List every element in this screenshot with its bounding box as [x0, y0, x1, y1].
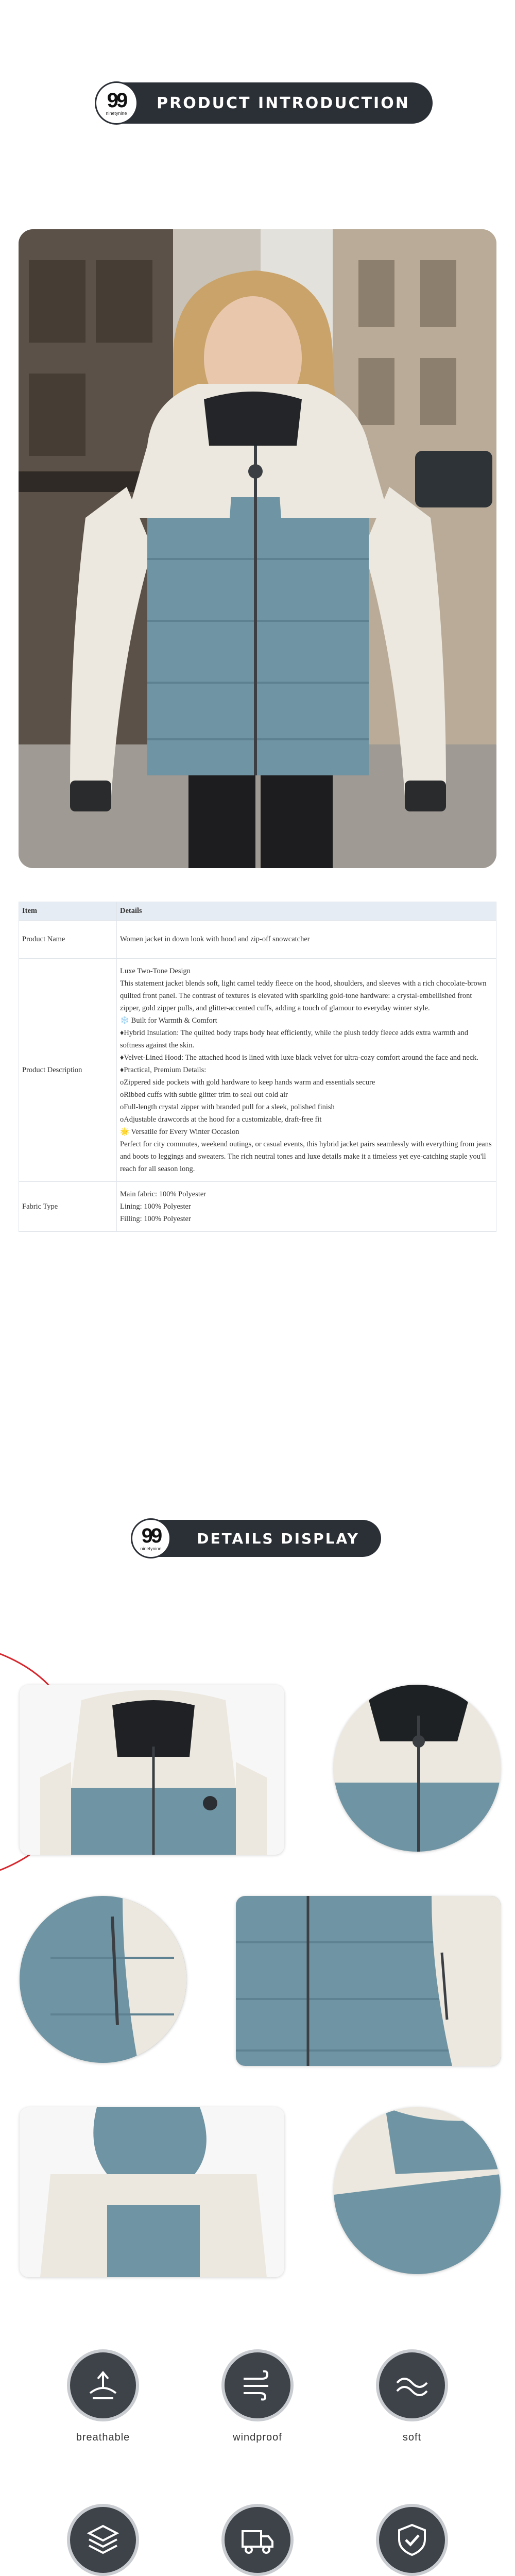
intro-banner [98, 82, 433, 124]
feature-breathable: breathable [46, 2349, 160, 2444]
detail-pocket-circle-image [20, 1896, 186, 2063]
detail-hood-front-image [20, 1685, 284, 1855]
brand-logo: 99 ninetynine [131, 1518, 171, 1558]
column-header: Item [19, 902, 117, 921]
row-value: Women jacket in down look with hood and zip-off snowcatcher [117, 921, 496, 959]
details-banner [134, 1520, 381, 1557]
hero-product-photo [19, 229, 496, 868]
model-wearing-jacket-image [19, 229, 496, 868]
detail-shoulder-circle-image [334, 2107, 501, 2274]
product-description: Luxe Two-Tone Design This statement jacket blends soft, light camel teddy fleece on the hood, shoulders, and sleeves with a rich chocolate-brown quilted front panel. The contrast of textures is elevated with sparkling gold-tone hardware: a crystal-embellished front zipper, gold zipper pulls, and glitter-accented cuffs, adding a touch of glamour to everyday winter style. ❄️ Built for Warmth & Comfort ♦Hybrid Insulation: The quilted body traps body heat efficiently, while the plush teddy fleece adds extra warmth and softness against the skin. ♦Velvet-Lined Hood: The attached hood is lined with luxe black velvet for ultra-cozy comfort around the face and neck. ♦Practical, Premium Details: oZippered side pockets with gold hardware to keep hands warm and essentials secure oRibbed cuffs with subtle glitter trim to seal out cold air oFull-length crystal zipper with branded pull for a sleek, polished finish oAdjustable drawcords at the hood for a customizable, draft-free fit 🌟 Versatile for Every Winter Occasion Perfect for city commutes, weekend outings, or casual events, this hybrid jacket pairs seamlessly with everything from jeans and boots to leggings and sweaters. The rich neutral tones and luxe details make it a timeless yet eye-catching staple you'll reach for all season long. [117, 959, 496, 1182]
feature-spot-quick-delivery [201, 2504, 314, 2576]
detail-quilted-body-image [236, 1896, 501, 2066]
breathable-icon [67, 2349, 139, 2421]
table-row [19, 921, 496, 959]
feature-thickened-material [46, 2504, 160, 2576]
row-label: Product Description [19, 959, 117, 1182]
feature-soft: soft [355, 2349, 469, 2444]
shield-check-icon [376, 2504, 448, 2576]
fabric-details: Main fabric: 100% Polyester Lining: 100% Polyester Filling: 100% Polyester [117, 1182, 496, 1232]
detail-back-hood-image [20, 2107, 284, 2277]
intro-title: PRODUCT INTRODUCTION [157, 94, 410, 112]
layers-icon [67, 2504, 139, 2576]
brand-logo: 99 ninetynine [95, 81, 138, 125]
column-header: Details [117, 902, 496, 921]
details-title: DETAILS DISPLAY [197, 1530, 359, 1547]
table-row [19, 1182, 496, 1232]
windproof-icon [221, 2349, 294, 2421]
row-label: Product Name [19, 921, 117, 959]
soft-icon [376, 2349, 448, 2421]
spec-header-row [19, 902, 496, 921]
spec-table [19, 902, 496, 1232]
table-row [19, 959, 496, 1182]
row-label: Fabric Type [19, 1182, 117, 1232]
delivery-truck-icon [221, 2504, 294, 2576]
detail-zipper-circle-image [334, 1685, 501, 1852]
feature-windproof: windproof [201, 2349, 314, 2444]
feature-quality-assurance [355, 2504, 469, 2576]
